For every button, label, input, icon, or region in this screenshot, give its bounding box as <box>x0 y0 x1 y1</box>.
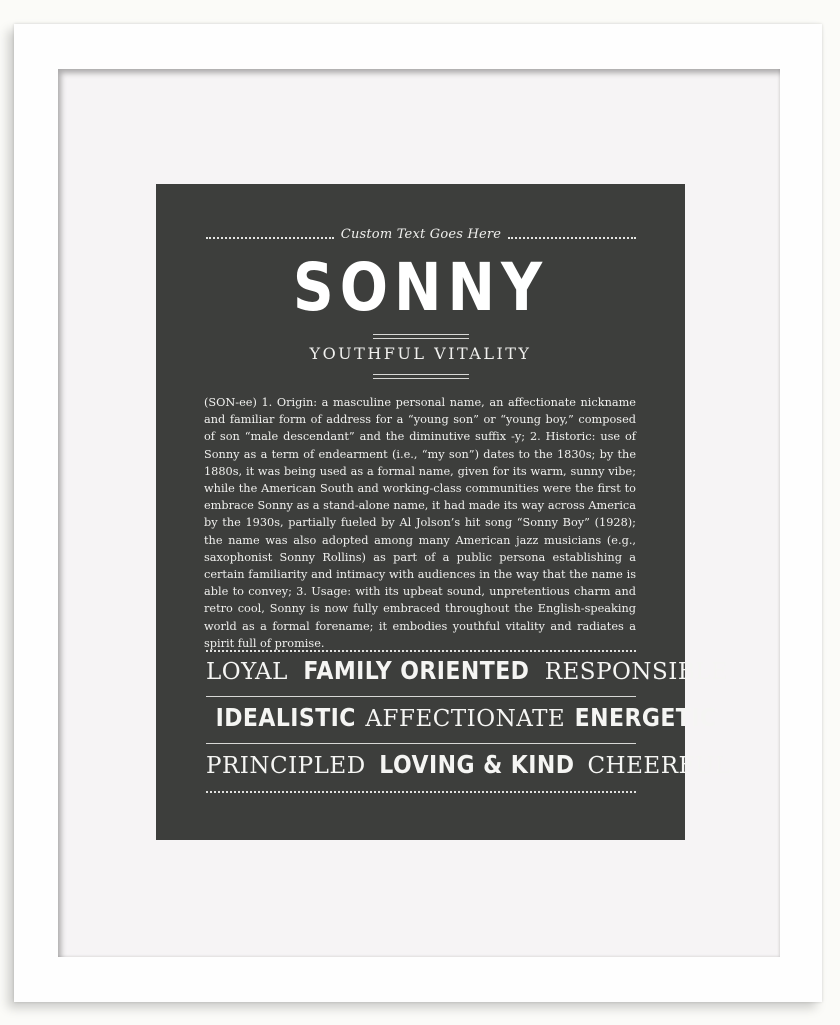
trait: FAMILY ORIENTED <box>303 656 530 685</box>
dotted-divider-bottom <box>206 791 636 793</box>
custom-text-row <box>206 222 636 246</box>
trait: ENERGETIC <box>574 703 717 732</box>
mat-board <box>58 69 780 957</box>
trait: AFFECTIONATE <box>365 706 566 732</box>
name-title: SONNY <box>292 249 549 326</box>
dotted-divider-top <box>206 650 636 652</box>
picture-frame <box>14 24 822 1002</box>
name-print <box>156 184 731 840</box>
rule-below-tagline-2 <box>373 378 469 379</box>
solid-divider-2 <box>206 743 636 744</box>
trait-row-3 <box>206 750 731 784</box>
trait: LOVING & KIND <box>378 750 575 779</box>
name-definition: (SON-ee) 1. Origin: a masculine personal name, an affectionate nickname and familiar form of address for a “young son” or “young boy,” composed of son “male descendant” and the diminutive suffix -y; 2. Historic: use of Sonny as a term of endearment (i.e., “my son”) dates to the 1830s; by the 1880s, it was being used as a formal name, given for its warm, sunny vibe; while the American South and working-class communities were the first to embrace Sonny as a stand-alone name, it had made its way across America by the 1930s, partially fueled by Al Jolson’s hit song “Sonny Boy” (1928); the name was also adopted among many American jazz musicians (e.g., saxophonist Sonny Rollins) as part of a public persona establishing a certain familiarity and intimacy with audiences in the way that the name is able to convey; 3. Usage: with its upbeat sound, unpretentious charm and retro cool, Sonny is now fully embraced throughout the English-speaking world as a formal forename; it embodies youthful vitality and radiates a spirit full of promise. <box>204 396 636 650</box>
trait: CHEERFUL <box>587 753 731 779</box>
dotted-divider-left <box>206 237 334 239</box>
trait-row-1 <box>206 656 729 690</box>
rule-above-tagline <box>373 334 469 335</box>
rule-below-tagline <box>373 374 469 375</box>
trait: IDEALISTIC <box>215 703 356 732</box>
trait: PRINCIPLED <box>206 753 366 779</box>
trait: RESPONSIBLE <box>544 659 729 685</box>
tagline: YOUTHFUL VITALITY <box>309 344 532 363</box>
solid-divider-1 <box>206 696 636 697</box>
custom-text: Custom Text Goes Here <box>340 226 502 242</box>
dotted-divider-right <box>508 237 636 239</box>
trait-row-2 <box>206 703 717 737</box>
trait: LOYAL <box>206 659 288 685</box>
rule-above-tagline-2 <box>373 338 469 339</box>
